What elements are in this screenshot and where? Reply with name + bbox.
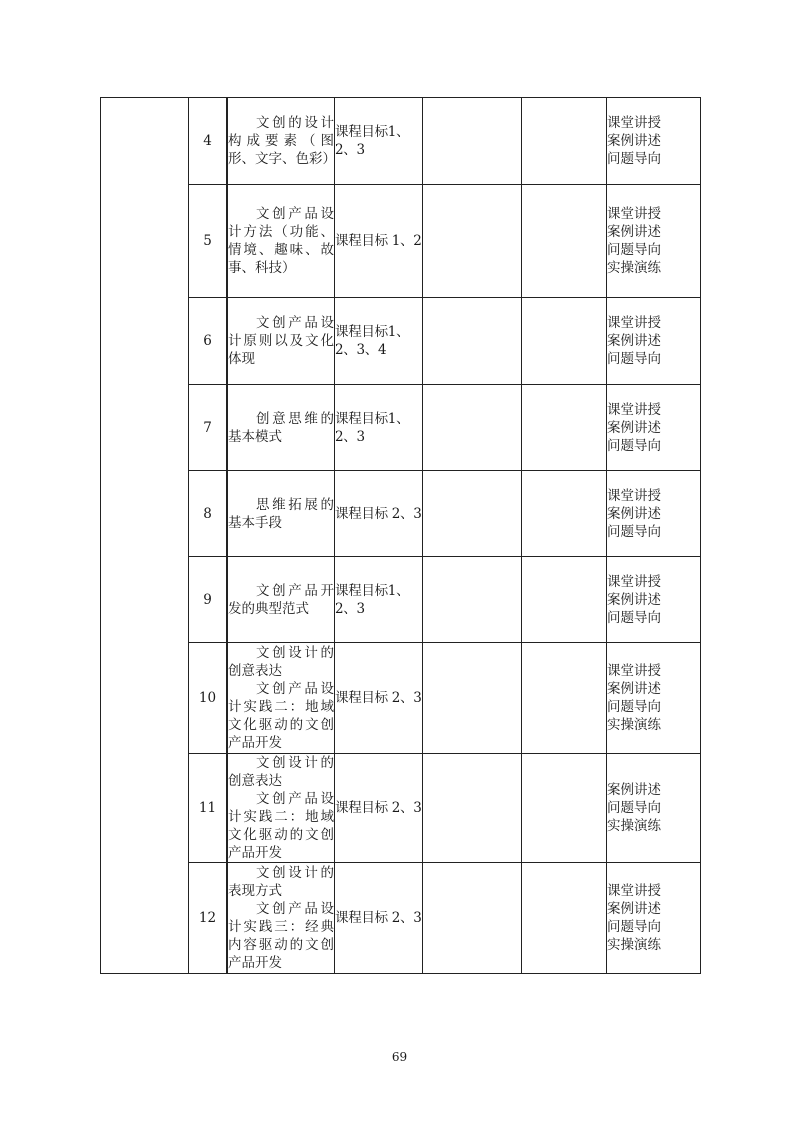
teaching-method-item: 实操演练 (607, 717, 661, 733)
content-paragraph: 思维拓展的基本手段 (228, 496, 334, 531)
table-row (101, 754, 701, 863)
table-row (101, 385, 701, 471)
teaching-method-item: 案例讲述 (607, 133, 661, 149)
teaching-methods (607, 98, 701, 185)
page-number: 69 (391, 1050, 408, 1064)
teaching-method-item: 问题导向 (607, 800, 661, 816)
teaching-method-item: 问题导向 (607, 919, 661, 935)
merged-category-cell (101, 98, 189, 974)
teaching-content (228, 643, 335, 754)
table-row (101, 863, 701, 974)
course-goal: 课程目标 2、3 (335, 754, 423, 863)
course-goal: 课程目标 2、3 (335, 863, 423, 974)
course-goal: 课程目标1、2、3 (335, 385, 423, 471)
table-row (101, 185, 701, 298)
teaching-method-item: 课堂讲授 (607, 573, 661, 590)
content-paragraph: 文创设计的表现方式 (228, 865, 334, 899)
table-row (101, 557, 701, 643)
teaching-methods (607, 863, 701, 974)
session-number: 11 (189, 754, 227, 863)
course-goal: 课程目标 2、3 (335, 471, 423, 557)
table-body (101, 98, 701, 974)
teaching-method-item: 问题导向 (607, 523, 661, 540)
teaching-methods (607, 471, 701, 557)
empty-cell (522, 385, 607, 471)
content-paragraph: 文创产品设计实践三：经典内容驱动的文创产品开发 (228, 901, 334, 971)
teaching-methods (607, 385, 701, 471)
course-schedule-table (100, 97, 701, 974)
teaching-content (228, 385, 335, 471)
session-number: 5 (189, 185, 227, 298)
empty-cell (423, 471, 522, 557)
table-row (101, 471, 701, 557)
teaching-method-item: 案例讲述 (607, 901, 661, 917)
table-row (101, 643, 701, 754)
teaching-content (228, 863, 335, 974)
teaching-method-item: 实操演练 (607, 260, 661, 276)
teaching-methods (607, 557, 701, 643)
session-number: 9 (189, 557, 227, 643)
teaching-method-item: 实操演练 (607, 937, 661, 953)
session-number: 12 (189, 863, 227, 974)
teaching-method-item: 问题导向 (607, 699, 661, 715)
content-paragraph: 文创产品开发的典型范式 (228, 582, 334, 617)
empty-cell (522, 863, 607, 974)
session-number: 4 (189, 98, 227, 185)
teaching-methods (607, 754, 701, 863)
empty-cell (423, 863, 522, 974)
empty-cell (522, 98, 607, 185)
table-row (101, 298, 701, 385)
teaching-content (228, 98, 335, 185)
content-paragraph: 文创设计的创意表达 (228, 755, 334, 789)
session-number: 8 (189, 471, 227, 557)
empty-cell (522, 298, 607, 385)
course-goal: 课程目标 1、2 (335, 185, 423, 298)
teaching-method-item: 问题导向 (607, 609, 661, 626)
teaching-method-item: 课堂讲授 (607, 663, 661, 679)
empty-cell (522, 754, 607, 863)
teaching-methods (607, 643, 701, 754)
teaching-content (228, 557, 335, 643)
empty-cell (423, 385, 522, 471)
teaching-method-item: 案例讲述 (607, 419, 661, 436)
teaching-methods (607, 298, 701, 385)
session-number: 10 (189, 643, 227, 754)
teaching-methods (607, 185, 701, 298)
empty-cell (423, 643, 522, 754)
teaching-method-item: 问题导向 (607, 351, 661, 367)
empty-cell (423, 185, 522, 298)
content-paragraph: 创意思维的基本模式 (228, 410, 334, 445)
teaching-content (228, 471, 335, 557)
course-goal: 课程目标1、2、3 (335, 98, 423, 185)
empty-cell (423, 754, 522, 863)
content-paragraph: 文创产品设计实践二：地域文化驱动的文创产品开发 (228, 681, 334, 751)
content-paragraph: 文创产品设计方法（功能、情境、趣味、故事、科技） (228, 206, 334, 276)
teaching-method-item: 案例讲述 (607, 681, 661, 697)
table-row (101, 98, 701, 185)
content-paragraph: 文创的设计构成要素（图形、文字、色彩） (228, 115, 336, 167)
empty-cell (423, 298, 522, 385)
content-paragraph: 文创产品设计原则以及文化体现 (228, 315, 334, 367)
session-number: 7 (189, 385, 227, 471)
course-goal: 课程目标 2、3 (335, 643, 423, 754)
content-paragraph: 文创设计的创意表达 (228, 645, 334, 679)
teaching-method-item: 课堂讲授 (607, 315, 661, 331)
teaching-content (228, 298, 335, 385)
teaching-method-item: 实操演练 (607, 818, 661, 834)
content-paragraph: 文创产品设计实践二：地域文化驱动的文创产品开发 (228, 791, 334, 861)
teaching-method-item: 问题导向 (607, 437, 661, 454)
empty-cell (522, 185, 607, 298)
empty-cell (522, 643, 607, 754)
teaching-method-item: 问题导向 (607, 151, 661, 167)
session-number: 6 (189, 298, 227, 385)
teaching-content (228, 754, 335, 863)
teaching-method-item: 案例讲述 (607, 782, 661, 798)
course-goal: 课程目标1、2、3 (335, 557, 423, 643)
teaching-method-item: 课堂讲授 (607, 206, 661, 222)
teaching-method-item: 案例讲述 (607, 591, 661, 608)
empty-cell (522, 471, 607, 557)
empty-cell (423, 557, 522, 643)
teaching-method-item: 案例讲述 (607, 224, 661, 240)
teaching-method-item: 案例讲述 (607, 333, 661, 349)
empty-cell (522, 557, 607, 643)
empty-cell (423, 98, 522, 185)
teaching-method-item: 课堂讲授 (607, 115, 661, 131)
teaching-method-item: 课堂讲授 (607, 487, 661, 504)
course-goal: 课程目标1、2、3、4 (335, 298, 423, 385)
teaching-method-item: 案例讲述 (607, 505, 661, 522)
teaching-method-item: 问题导向 (607, 242, 661, 258)
teaching-content (228, 185, 335, 298)
teaching-method-item: 课堂讲授 (607, 883, 661, 899)
teaching-method-item: 课堂讲授 (607, 401, 661, 418)
